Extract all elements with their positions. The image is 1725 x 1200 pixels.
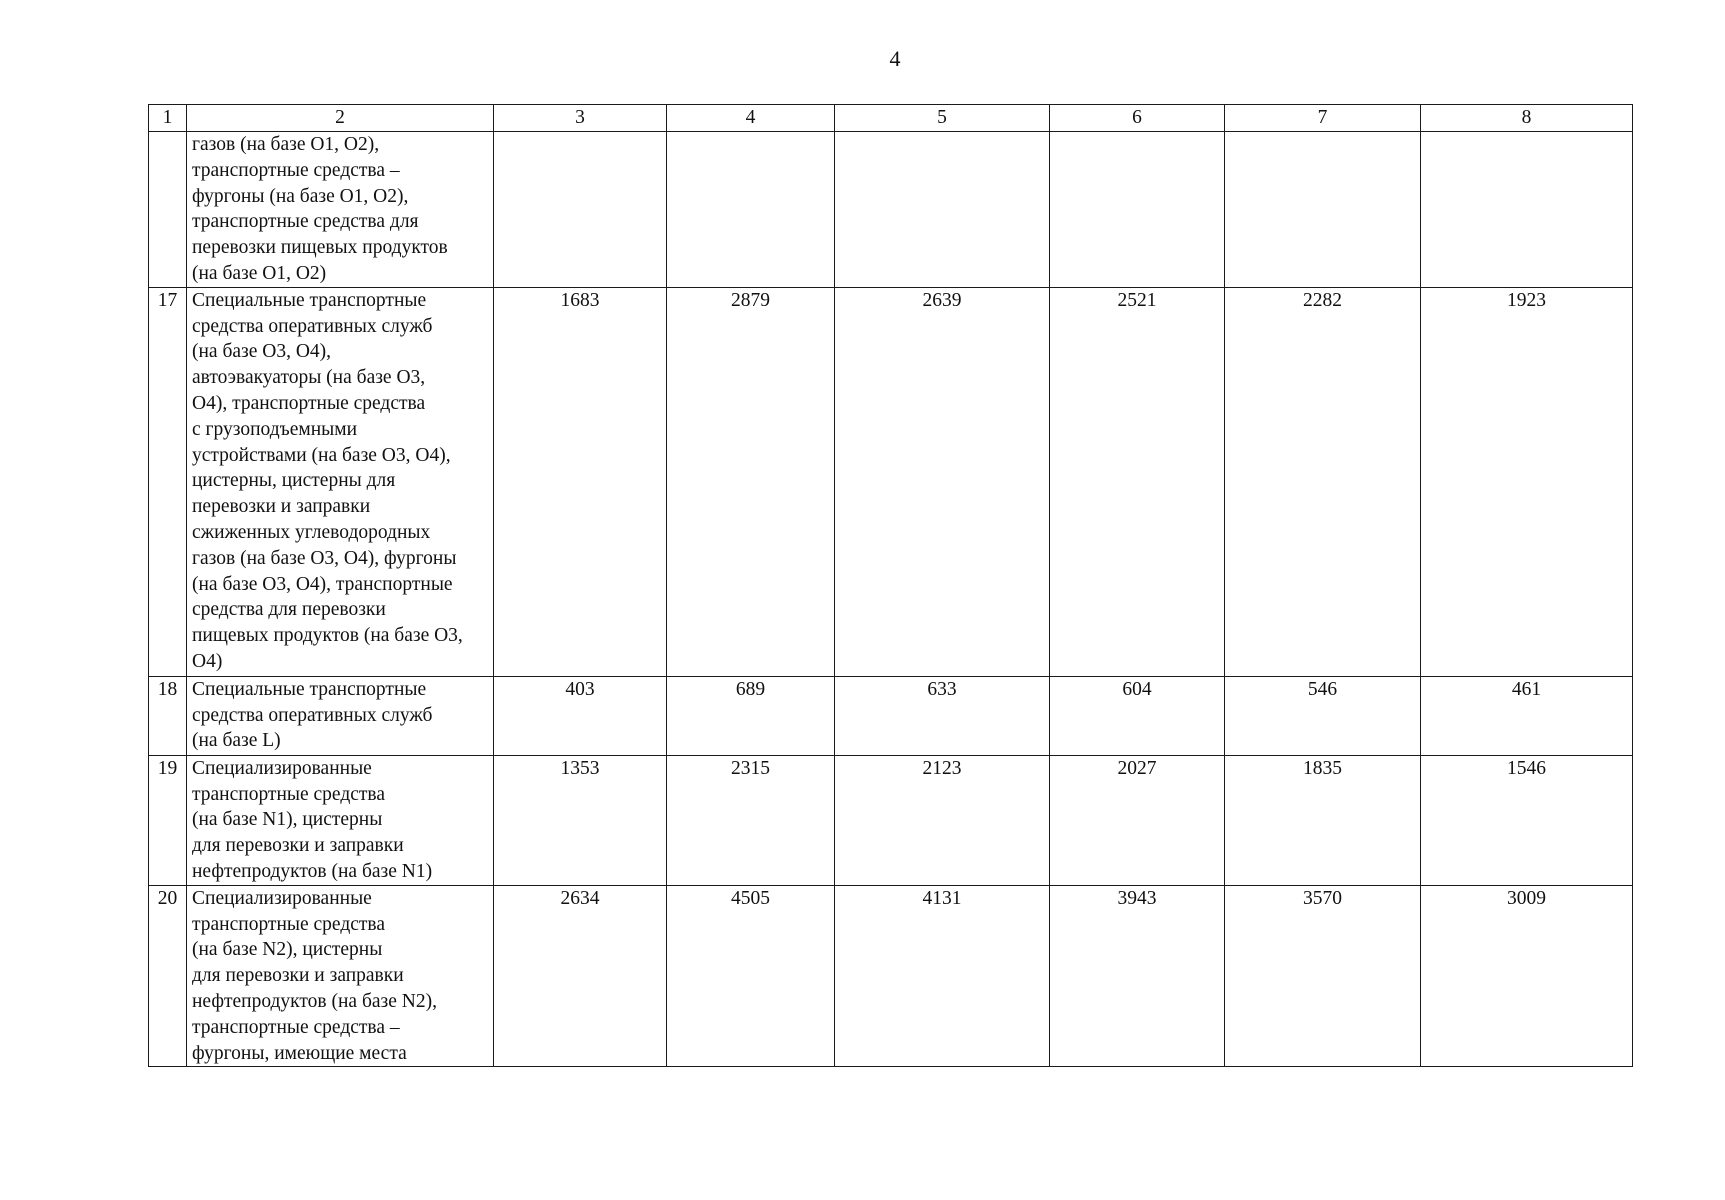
- table-row: [149, 755, 1633, 885]
- column-header: 1: [149, 105, 187, 132]
- description-line: нефтепродуктов (на базе N1): [192, 860, 433, 882]
- description-line: (на базе O1, O2): [192, 262, 327, 284]
- table-row: [149, 132, 1633, 288]
- description-line: Специализированные: [192, 887, 372, 909]
- value-cell-col-5: 2639: [835, 287, 1050, 676]
- row-number: [149, 132, 187, 288]
- value-cell-col-7: [1225, 132, 1421, 288]
- table-row: [149, 287, 1633, 676]
- value-cell-col-3: 1353: [494, 755, 667, 885]
- description-line: пищевых продуктов (на базе O3,: [192, 625, 463, 647]
- description-line: с грузоподъемными: [192, 418, 358, 440]
- description-line: фургоны, имеющие места: [192, 1042, 407, 1064]
- description-line: сжиженных углеводородных: [192, 521, 431, 543]
- description-line: для перевозки и заправки: [192, 835, 404, 857]
- value-cell-col-4: 4505: [667, 885, 835, 1067]
- value-cell-col-3: 2634: [494, 885, 667, 1067]
- tariff-table: [148, 104, 1633, 1067]
- description-line: для перевозки и заправки: [192, 965, 404, 987]
- value-cell-col-4: [667, 132, 835, 288]
- column-header: 6: [1050, 105, 1225, 132]
- description-line: (на базе O3, O4),: [192, 341, 332, 363]
- description-line: Специализированные: [192, 757, 372, 779]
- value-cell-col-8: 461: [1421, 676, 1633, 755]
- value-cell-col-6: 604: [1050, 676, 1225, 755]
- value-cell-col-5: 4131: [835, 885, 1050, 1067]
- description-line: газов (на базе O1, O2),: [192, 134, 380, 155]
- table-row: [149, 676, 1633, 755]
- row-number: 19: [149, 755, 187, 885]
- row-number: 18: [149, 676, 187, 755]
- value-cell-col-8: 1546: [1421, 755, 1633, 885]
- vehicle-description: [187, 132, 494, 288]
- value-cell-col-8: [1421, 132, 1633, 288]
- description-line: O4): [192, 650, 223, 672]
- value-cell-col-5: [835, 132, 1050, 288]
- value-cell-col-3: [494, 132, 667, 288]
- description-line: транспортные средства для: [192, 211, 419, 233]
- vehicle-description: [187, 287, 494, 676]
- value-cell-col-3: 1683: [494, 287, 667, 676]
- column-header-row: [149, 105, 1633, 132]
- description-line: устройствами (на базе O3, O4),: [192, 444, 451, 466]
- vehicle-description: [187, 885, 494, 1067]
- description-line: Специальные транспортные: [192, 678, 427, 700]
- description-line: O4), транспортные средства: [192, 392, 426, 414]
- description-line: транспортные средства –: [192, 1016, 400, 1038]
- description-line: транспортные средства: [192, 783, 386, 805]
- description-line: перевозки пищевых продуктов: [192, 237, 448, 259]
- table-body: [149, 132, 1633, 1067]
- value-cell-col-7: 1835: [1225, 755, 1421, 885]
- value-cell-col-7: 3570: [1225, 885, 1421, 1067]
- description-line: (на базе L): [192, 730, 281, 752]
- value-cell-col-6: [1050, 132, 1225, 288]
- table-row: [149, 885, 1633, 1067]
- description-line: (на базе N2), цистерны: [192, 939, 383, 961]
- description-line: средства для перевозки: [192, 599, 386, 621]
- vehicle-description: [187, 676, 494, 755]
- description-line: нефтепродуктов (на базе N2),: [192, 990, 437, 1012]
- value-cell-col-6: 2521: [1050, 287, 1225, 676]
- column-header: 5: [835, 105, 1050, 132]
- description-line: цистерны, цистерны для: [192, 470, 396, 492]
- value-cell-col-4: 2879: [667, 287, 835, 676]
- value-cell-col-7: 546: [1225, 676, 1421, 755]
- description-line: автоэвакуаторы (на базе O3,: [192, 367, 426, 389]
- row-number: 17: [149, 287, 187, 676]
- page-number: 4: [889, 46, 901, 71]
- value-cell-col-5: 633: [835, 676, 1050, 755]
- vehicle-description: [187, 755, 494, 885]
- description-line: (на базе N1), цистерны: [192, 809, 383, 831]
- description-line: перевозки и заправки: [192, 496, 371, 518]
- value-cell-col-8: 3009: [1421, 885, 1633, 1067]
- description-line: средства оперативных служб: [192, 315, 433, 337]
- description-line: средства оперативных служб: [192, 704, 433, 726]
- description-line: Специальные транспортные: [192, 289, 427, 311]
- description-line: транспортные средства: [192, 913, 386, 935]
- column-header: 2: [187, 105, 494, 132]
- value-cell-col-3: 403: [494, 676, 667, 755]
- value-cell-col-6: 2027: [1050, 755, 1225, 885]
- value-cell-col-6: 3943: [1050, 885, 1225, 1067]
- description-line: газов (на базе O3, O4), фургоны: [192, 547, 457, 569]
- column-header: 8: [1421, 105, 1633, 132]
- value-cell-col-8: 1923: [1421, 287, 1633, 676]
- column-header: 7: [1225, 105, 1421, 132]
- value-cell-col-5: 2123: [835, 755, 1050, 885]
- column-header: 4: [667, 105, 835, 132]
- value-cell-col-4: 689: [667, 676, 835, 755]
- description-line: (на базе O3, O4), транспортные: [192, 573, 453, 595]
- row-number: 20: [149, 885, 187, 1067]
- description-line: транспортные средства –: [192, 159, 400, 181]
- column-header: 3: [494, 105, 667, 132]
- value-cell-col-7: 2282: [1225, 287, 1421, 676]
- description-line: фургоны (на базе O1, O2),: [192, 185, 409, 207]
- value-cell-col-4: 2315: [667, 755, 835, 885]
